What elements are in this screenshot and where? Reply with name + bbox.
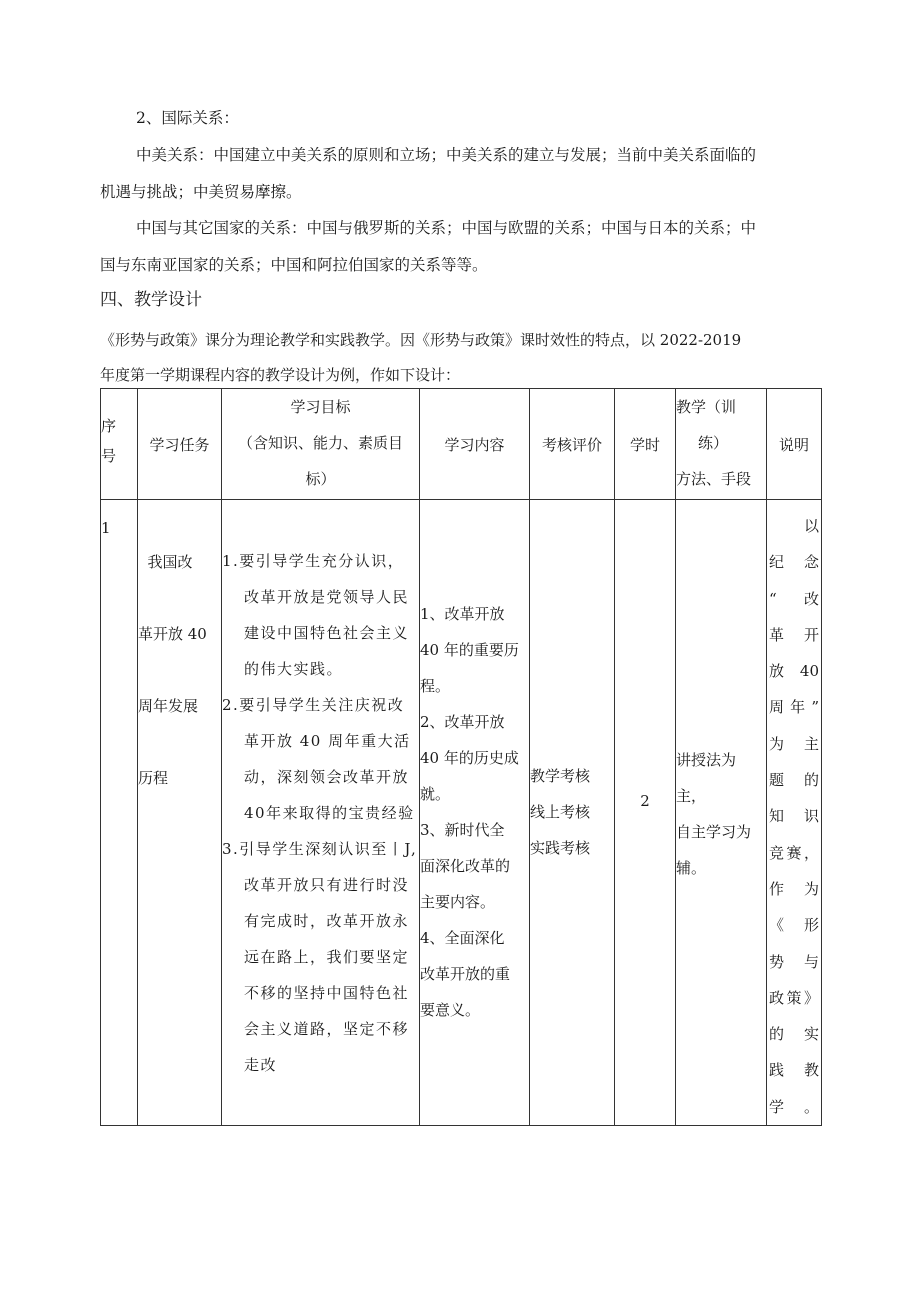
goal-item: 1.要引导学生充分认识，改革开放是党领导人民建设中国特色社会主义的伟大实践。 xyxy=(222,552,410,678)
section-title: 四、教学设计 xyxy=(100,290,202,310)
other-countries-paragraph-line2: 国与东南亚国家的关系；中国和阿拉伯国家的关系等等。 xyxy=(100,256,488,274)
intro-line2: 年度第一学期课程内容的教学设计为例，作如下设计： xyxy=(100,366,461,384)
row-method: 讲授法为 主， 自主学习为 辅。 xyxy=(676,500,767,1126)
intro-line1: 《形势与政策》课分为理论教学和实践教学。因《形势与政策》课时效性的特点，以 2022-2019 xyxy=(100,331,742,349)
header-content: 学习内容 xyxy=(420,389,530,500)
goal-item: 3.引导学生深刻认识至丨J,改革开放只有进行时没有完成时，改革开放永远在路上，我们要坚定不移的坚持中国特色社会主义道路，坚定不移走改 xyxy=(222,840,418,1074)
row-eval: 教学考核 线上考核 实践考核 xyxy=(530,500,615,1126)
row-task: 我国改 革开放 40 周年发展 历程 xyxy=(138,500,222,1126)
row-content: 1、改革开放 40 年的重要历 程。 2、改革开放 40 年的历史成 就。 3、新时代全 面深化改革的 主要内容。 4、全面深化 改革开放的重 要意义。 xyxy=(420,500,530,1126)
header-task: 学习任务 xyxy=(138,389,222,500)
goal-item: 2.要引导学生关注庆祝改革开放 40 周年重大活动，深刻领会改革开放40年来取得的宝贵经验 xyxy=(222,696,415,822)
header-method: 教学（训 练） 方法、手段 xyxy=(676,389,767,500)
header-seq: 序 号 xyxy=(101,389,138,500)
header-hours: 学时 xyxy=(615,389,676,500)
teaching-design-table xyxy=(100,388,822,1126)
header-goal: 学习目标 （含知识、能力、素质目 标） xyxy=(222,389,420,500)
table-row xyxy=(101,500,822,1126)
intl-relations-heading: 2、国际关系： xyxy=(136,109,239,127)
table-header-row xyxy=(101,389,822,500)
header-note: 说明 xyxy=(767,389,822,500)
row-hours: 2 xyxy=(615,500,676,1126)
header-eval: 考核评价 xyxy=(530,389,615,500)
sino-us-paragraph-line2: 机遇与挑战；中美贸易摩擦。 xyxy=(100,183,302,201)
row-goals xyxy=(222,500,420,1126)
other-countries-paragraph-line1: 中国与其它国家的关系：中国与俄罗斯的关系；中国与欧盟的关系；中国与日本的关系；中 xyxy=(136,219,757,237)
row-seq: 1 xyxy=(101,500,138,1126)
row-note: 以 纪 念 “ 改 革 开 放 40 周年” 为 主 题 的 知 识 竞赛， 作为 《形 势 与 政策》 的 实 践 教 学。 xyxy=(767,500,822,1126)
sino-us-paragraph-line1: 中美关系：中国建立中美关系的原则和立场；中美关系的建立与发展；当前中美关系面临的 xyxy=(136,146,757,164)
